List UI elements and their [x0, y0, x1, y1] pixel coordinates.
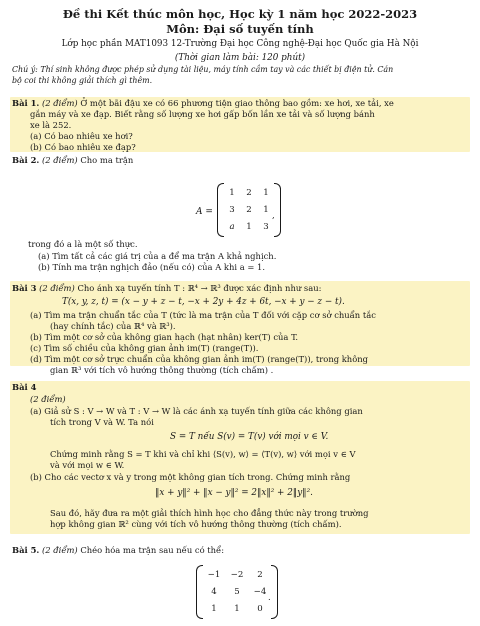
bai2-matrix-grid	[224, 185, 274, 235]
bai4-a-formula: S = T nếu S(v) = T(v) với mọi v ∈ V.	[170, 432, 329, 442]
bai2-tail: ,	[272, 210, 275, 220]
bai2-text: Cho ma trận	[80, 155, 134, 165]
course-title: Môn: Đại số tuyến tính	[166, 22, 314, 36]
matrix-cell: −1	[207, 570, 221, 580]
bai5-line	[12, 545, 224, 555]
bai2-where: trong đó a là một số thực.	[28, 239, 138, 249]
matrix-cell: 1	[263, 188, 269, 198]
bai2-points: (2 điểm)	[42, 155, 78, 165]
bai1-label: Bài 1.	[12, 98, 40, 108]
class-line: Lớp học phần MAT1093 12-Trường Đại học Công nghệ-Đại học Quốc gia Hà Nội	[61, 39, 419, 49]
bai1-points: (2 điểm)	[42, 98, 78, 108]
bai3-part-d1: (d) Tìm một cơ sở trực chuẩn của không gian ảnh im(T) (range(T)), trong không	[30, 354, 369, 364]
matrix-cell: 2	[246, 188, 252, 198]
bai5-label: Bài 5.	[12, 545, 40, 555]
bai4-part-a4: và với mọi w ∈ W.	[50, 460, 125, 470]
matrix-cell: −2	[230, 570, 244, 580]
matrix-cell: a	[229, 222, 235, 232]
bai1-text2: gắn máy và xe đạp. Biết rằng số lượng xe hơi gấp bốn lần xe tải và số lượng bánh	[30, 109, 375, 119]
bai2-matrix-right-bracket	[274, 183, 281, 237]
bai3-line	[12, 283, 321, 293]
matrix-cell: 1	[234, 604, 240, 614]
bai1-text1: Ở một bãi đậu xe có 66 phương tiện giao thông bao gồm: xe hơi, xe tải, xe	[80, 98, 394, 108]
note-line-1: Chú ý: Thí sinh không được phép sử dụng tài liệu, máy tính cầm tay và các thiết bị điện tử. Cán	[12, 65, 394, 74]
bai5-matrix-right-bracket	[271, 565, 278, 619]
bai3-part-b: (b) Tìm một cơ sở của không gian hạch (hạt nhân) ker(T) của T.	[30, 332, 299, 342]
bai3-text: Cho ánh xạ tuyến tính T : ℝ⁴ → ℝ³ được xác định như sau:	[77, 283, 322, 293]
exam-title: Đề thi Kết thúc môn học, Học kỳ 1 năm học 2022-2023	[62, 7, 418, 21]
bai1-part-b: (b) Có bao nhiêu xe đạp?	[30, 142, 136, 152]
bai2-label: Bài 2.	[12, 155, 40, 165]
bai3-part-a1: (a) Tìm ma trận chuẩn tắc của T (tức là ma trận của T đối với cặp cơ sở chuẩn tắc	[30, 310, 376, 320]
bai1-text3: xe là 252.	[30, 120, 72, 130]
note-line-2: bộ coi thi không giải thích gì thêm.	[12, 76, 153, 85]
matrix-cell: −4	[253, 587, 267, 597]
bai1-part-a: (a) Có bao nhiêu xe hơi?	[30, 131, 133, 141]
bai4-label: Bài 4	[12, 382, 37, 392]
bai5-tail: .	[268, 592, 271, 602]
bai4-part-b3: hợp không gian ℝ² cùng với tích vô hướng thông thường (tích chấm).	[50, 519, 342, 529]
bai5-text: Chéo hóa ma trận sau nếu có thể:	[80, 545, 225, 555]
bai4-part-b1: (b) Cho các vectơ x và y trong một không gian tích trong. Chứng minh rằng	[30, 472, 351, 482]
matrix-cell: 1	[246, 222, 252, 232]
bai4-line	[12, 382, 36, 392]
bai3-points: (2 điểm)	[39, 283, 75, 293]
matrix-cell: 1	[229, 188, 235, 198]
matrix-cell: 3	[263, 222, 269, 232]
bai4-part-a3: Chứng minh rằng S = T khi và chỉ khi ⟨S(v), w⟩ = ⟨T(v), w⟩ với mọi v ∈ V	[50, 449, 356, 459]
bai2-line	[12, 155, 133, 165]
bai3-part-a2: (hay chính tắc) của ℝ⁴ và ℝ³).	[50, 321, 176, 331]
bai5-matrix	[196, 565, 278, 619]
bai2-matrix-left-bracket	[217, 183, 224, 237]
matrix-cell: 2	[257, 570, 263, 580]
bai5-points: (2 điểm)	[42, 545, 78, 555]
bai4-part-a1: (a) Giả sử S : V → W và T : V → W là các ánh xạ tuyến tính giữa các không gian	[30, 406, 363, 416]
bai2-part-b: (b) Tính ma trận nghịch đảo (nếu có) của A khi a = 1.	[38, 262, 266, 272]
bai4-points: (2 điểm)	[30, 394, 66, 404]
matrix-cell: 1	[211, 604, 217, 614]
matrix-cell: 0	[257, 604, 263, 614]
time-line: (Thời gian làm bài: 120 phút)	[174, 53, 306, 63]
bai3-label: Bài 3	[12, 283, 37, 293]
matrix-cell: 2	[246, 205, 252, 215]
bai1-line1	[12, 98, 394, 108]
matrix-cell: 1	[263, 205, 269, 215]
bai5-matrix-left-bracket	[196, 565, 203, 619]
matrix-cell: 5	[234, 587, 240, 597]
bai2-lhs: A =	[196, 207, 213, 217]
bai4-b-formula: ‖x + y‖² + ‖x − y‖² = 2‖x‖² + 2‖y‖².	[155, 488, 313, 498]
matrix-cell: 4	[211, 587, 217, 597]
bai4-part-a2: tích trong V và W. Ta nói	[50, 417, 154, 427]
matrix-cell: 3	[229, 205, 235, 215]
bai2-part-a: (a) Tìm tất cả các giá trị của a để ma trận A khả nghịch.	[38, 251, 277, 261]
bai3-formula: T(x, y, z, t) = (x − y + z − t, −x + 2y + 4z + 6t, −x + y − z − t).	[62, 297, 345, 307]
bai3-part-d2: gian ℝ³ với tích vô hướng thông thường (tích chấm) .	[50, 365, 274, 375]
bai4-part-b2: Sau đó, hãy đưa ra một giải thích hình học cho đẳng thức này trong trường	[50, 508, 369, 518]
bai5-matrix-grid	[203, 567, 271, 617]
bai3-part-c: (c) Tìm số chiều của không gian ảnh im(T) (range(T)).	[30, 343, 259, 353]
